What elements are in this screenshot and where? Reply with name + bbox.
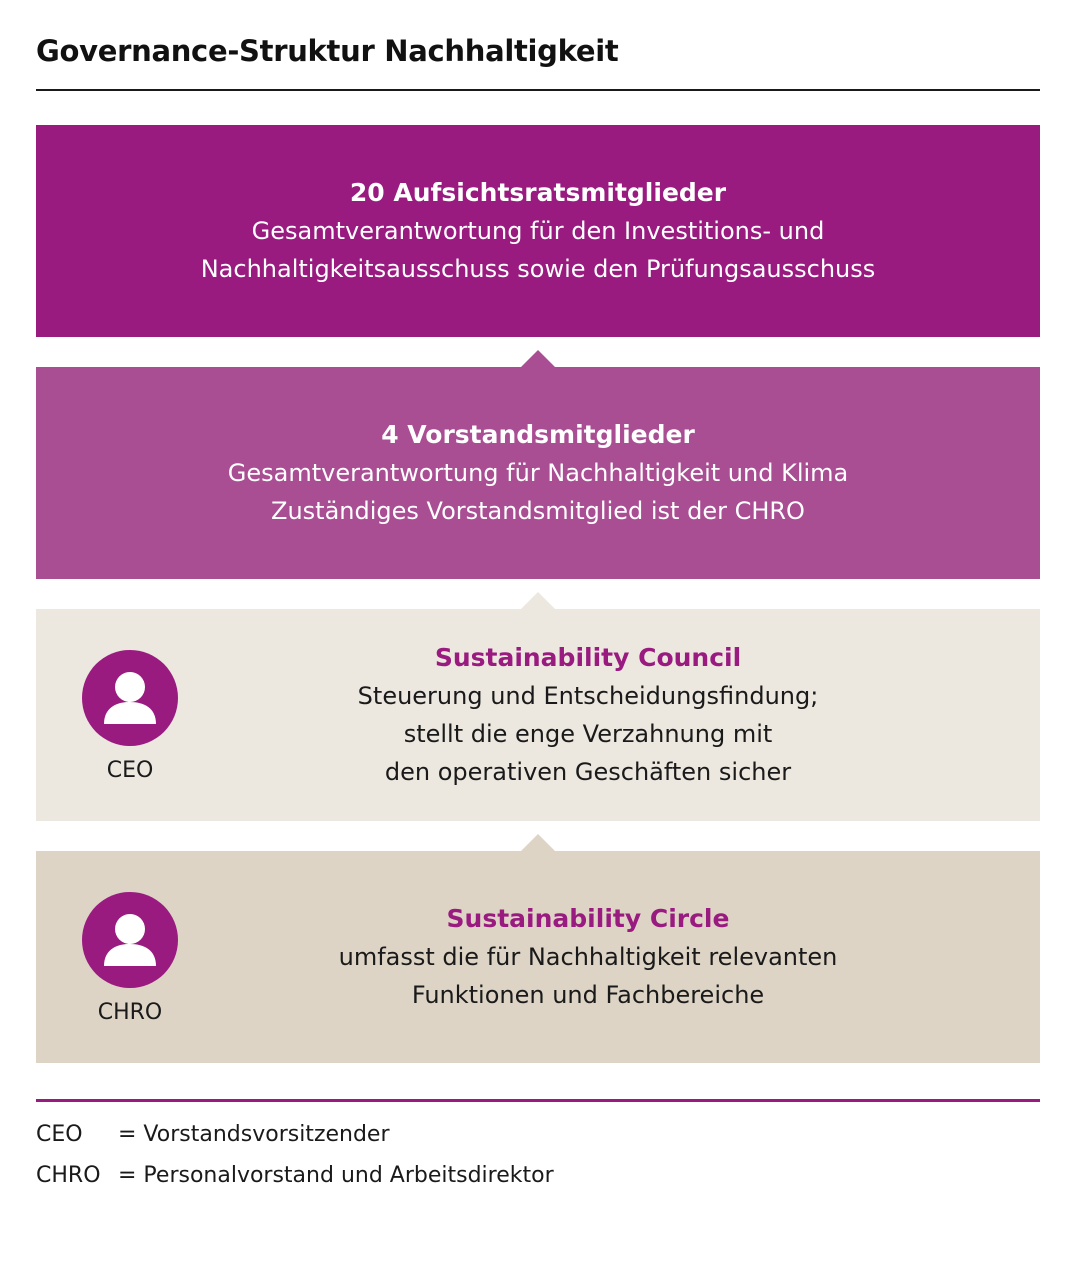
level-supervisory-board: [36, 125, 1040, 337]
legend-item: [36, 1163, 554, 1188]
level-heading: 20 Aufsichtsratsmitglieder: [349, 178, 727, 207]
level-text-line: umfasst die für Nachhaltigkeit relevanten: [338, 943, 838, 971]
level-text-line: stellt die enge Verzahnung mit: [403, 720, 773, 748]
role-label: CEO: [106, 758, 154, 783]
level-text-line: Steuerung und Entscheidungsfindung;: [357, 682, 819, 710]
level-text-line: Gesamtverantwortung für den Investitions- und: [251, 217, 825, 245]
arrow-up-icon: [521, 834, 555, 851]
level-text-line: den operativen Geschäften sicher: [384, 758, 792, 786]
title-divider: [36, 89, 1040, 91]
person-icon: [82, 892, 178, 988]
level-content: [358, 639, 819, 791]
page-title: Governance-Struktur Nachhaltigkeit: [36, 34, 619, 68]
legend-divider: [36, 1099, 1040, 1102]
role-badge-chro: [82, 892, 178, 1025]
level-text-line: Nachhaltigkeitsausschuss sowie den Prüfungsausschuss: [200, 255, 876, 283]
level-heading: Sustainability Council: [434, 643, 742, 672]
legend-item: [36, 1122, 390, 1147]
legend-text: = Personalvorstand und Arbeitsdirektor: [118, 1163, 554, 1188]
legend-text: = Vorstandsvorsitzender: [118, 1122, 390, 1147]
role-badge-ceo: [82, 650, 178, 783]
legend-abbr: CHRO: [36, 1163, 101, 1188]
level-sustainability-circle: [36, 851, 1040, 1063]
level-text-line: Funktionen und Fachbereiche: [411, 981, 765, 1009]
arrow-up-icon: [521, 350, 555, 367]
level-content: [228, 416, 848, 530]
level-heading: Sustainability Circle: [446, 904, 730, 933]
legend-abbr: CEO: [36, 1122, 83, 1147]
level-content: [201, 174, 876, 288]
arrow-up-icon: [521, 592, 555, 609]
level-text-line: Zuständiges Vorstandsmitglied ist der CHRO: [271, 497, 805, 525]
person-icon: [82, 650, 178, 746]
role-label: CHRO: [97, 1000, 163, 1025]
level-executive-board: [36, 367, 1040, 579]
level-heading: 4 Vorstandsmitglieder: [381, 420, 695, 449]
level-content: [339, 900, 838, 1014]
level-sustainability-council: [36, 609, 1040, 821]
level-text-line: Gesamtverantwortung für Nachhaltigkeit und Klima: [227, 459, 849, 487]
